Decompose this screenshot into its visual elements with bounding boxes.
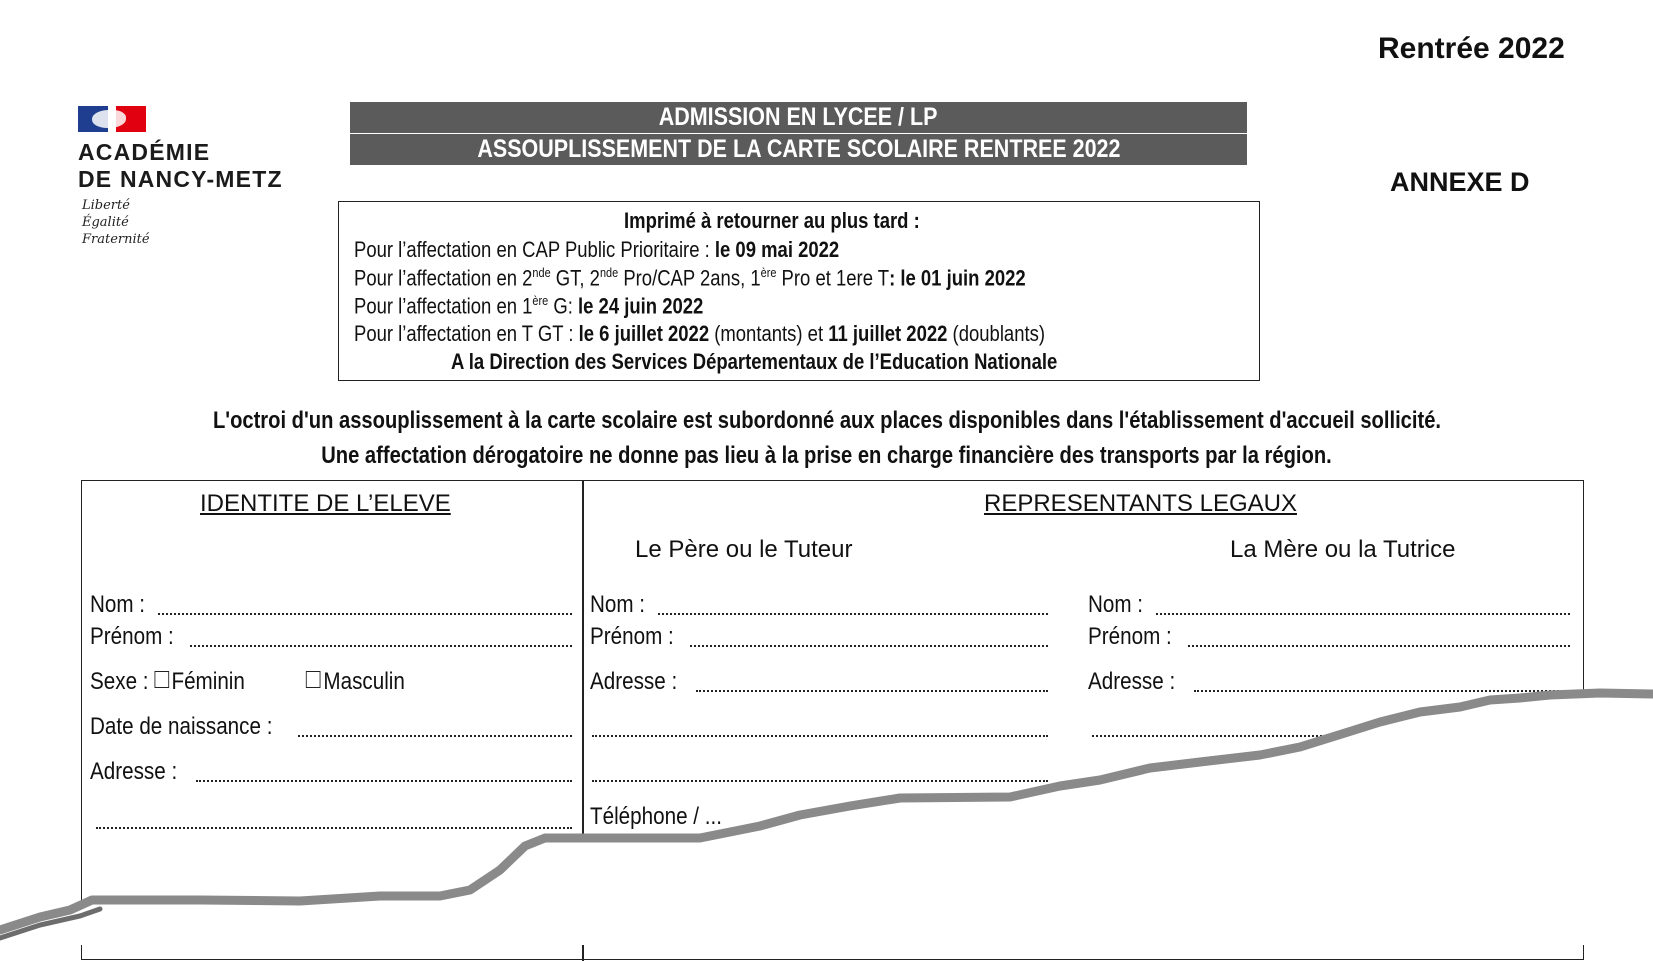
father-nom-label: Nom : bbox=[590, 591, 646, 618]
mother-adresse-label: Adresse : bbox=[1088, 668, 1176, 695]
student-adresse-label: Adresse : bbox=[90, 758, 178, 785]
banner-subtitle: ASSOUPLISSEMENT DE LA CARTE SCOLAIRE RENTREE 2022 bbox=[350, 134, 1247, 165]
banner-title: ADMISSION EN LYCEE / LP bbox=[350, 102, 1247, 133]
mother-nom-label: Nom : bbox=[1088, 591, 1144, 618]
deadlines-title: Imprimé à retourner au plus tard : bbox=[624, 208, 920, 233]
mother-prenom-label: Prénom : bbox=[1088, 623, 1172, 650]
student-sexe-label: Sexe : Féminin Masculin bbox=[90, 668, 405, 695]
mother-heading: La Mère ou la Tutrice bbox=[1230, 536, 1456, 563]
deadline-tgt: Pour l’affectation en T GT : le 6 juillet 2022 (montants) et 11 juillet 2022 (doublants) bbox=[354, 321, 1046, 346]
father-telephone-label: Téléphone / ... bbox=[590, 803, 722, 830]
deadline-gt: Pour l’affectation en 2nde GT, 2nde Pro/CAP 2ans, 1ère Pro et 1ere T: le 01 juin 2022 bbox=[354, 265, 1026, 291]
father-heading: Le Père ou le Tuteur bbox=[635, 536, 853, 563]
student-prenom-label: Prénom : bbox=[90, 623, 174, 650]
logo-line-1: ACADÉMIE bbox=[78, 139, 211, 165]
annexe-label: ANNEXE D bbox=[1390, 167, 1530, 197]
motto-egalite: Égalité bbox=[82, 215, 129, 230]
logo-line-2: DE NANCY-METZ bbox=[78, 166, 283, 192]
legal-heading: REPRESENTANTS LEGAUX bbox=[984, 490, 1297, 517]
masculin-label: Masculin bbox=[323, 668, 405, 695]
school-year-label: Rentrée 2022 bbox=[1378, 32, 1565, 65]
deadline-cap: Pour l’affectation en CAP Public Prioritaire : le 09 mai 2022 bbox=[354, 237, 840, 262]
motto-liberte: Liberté bbox=[82, 198, 130, 213]
feminin-label: Féminin bbox=[171, 668, 245, 695]
direction-line: A la Direction des Services Départementaux de l’Education Nationale bbox=[451, 349, 1058, 374]
warning-transport: Une affectation dérogatoire ne donne pas lieu à la prise en charge financière des transports par la région. bbox=[321, 442, 1332, 469]
student-heading: IDENTITE DE L’ELEVE bbox=[200, 490, 451, 517]
deadline-g: Pour l’affectation en 1ère G: le 24 juin 2022 bbox=[354, 293, 704, 319]
warning-places: L'octroi d'un assouplissement à la carte scolaire est subordonné aux places disponibles dans l'établissement d'accueil sollicité. bbox=[212, 407, 1441, 434]
father-adresse-label: Adresse : bbox=[590, 668, 678, 695]
student-nom-label: Nom : bbox=[90, 591, 146, 618]
father-prenom-label: Prénom : bbox=[590, 623, 674, 650]
motto-fraternite: Fraternité bbox=[82, 232, 150, 247]
student-birthdate-label: Date de naissance : bbox=[90, 713, 273, 740]
